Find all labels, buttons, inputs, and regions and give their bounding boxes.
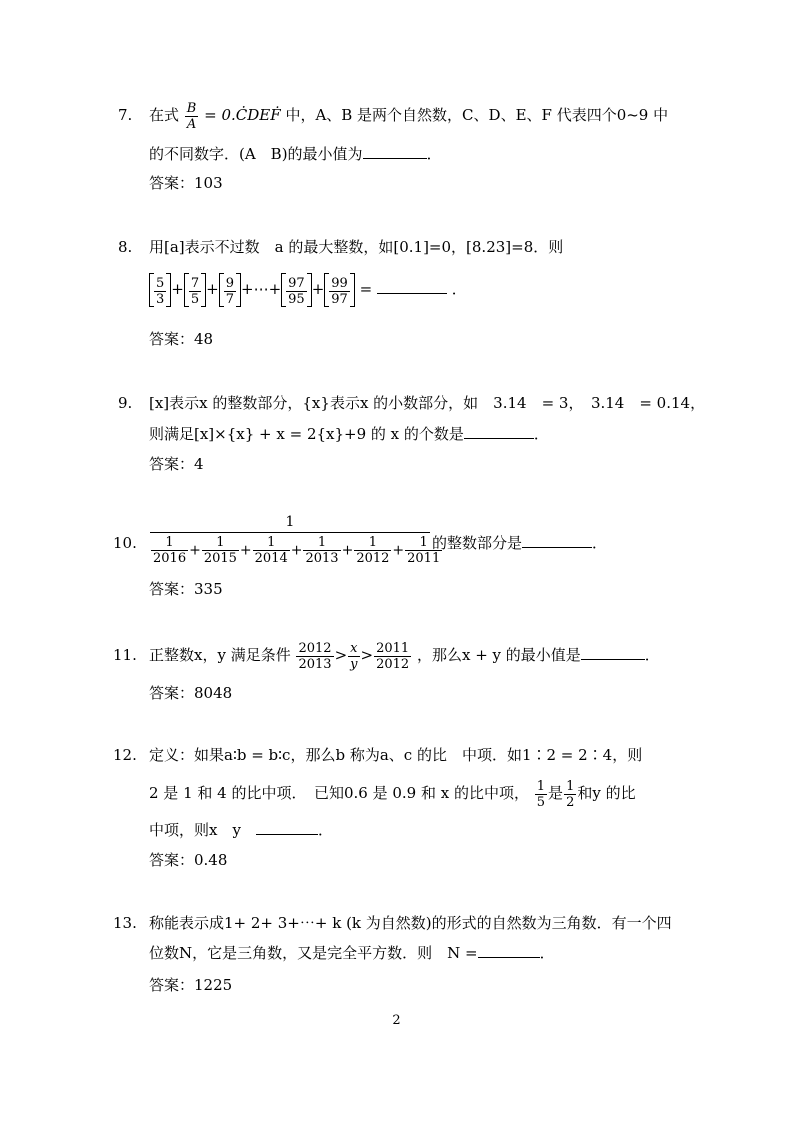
fraction-denominator: 2012 [356,551,390,566]
fraction-denominator: 3 [156,291,165,307]
problem-12-answer: 答案：0.48 [149,851,228,869]
problem-11-answer: 答案：8048 [149,684,233,702]
problem-7-text-a: 在式 [149,106,180,124]
problem-10-fraction [150,512,443,566]
fraction [286,276,307,307]
plus-sign: + [171,280,184,298]
greater-than-sign: > [360,646,374,664]
ellipsis-plus: +⋯+ [241,280,282,298]
period: ． [533,425,549,443]
answer-blank [478,943,540,958]
fraction-numerator: 5 [156,275,165,291]
unit-fraction [303,535,340,566]
problem-7-equation: = 0.ĊDEḞ [204,106,281,124]
plus-sign: + [392,542,405,559]
problem-13-line2-text: 位数N，它是三角数，又是完全平方数．则 N = [149,944,478,962]
problem-7-line2 [149,144,442,164]
problem-12-line1: 定义：如果a∶b = b∶c，那么b 称为a、c 的比 中项．如1∶2 = 2∶4，则 [149,746,643,764]
problem-7-line1 [149,97,668,133]
fraction [224,276,236,307]
fraction-numerator: 2012 [298,640,332,656]
problem-7-fraction [185,101,199,132]
problem-9-line1: [x]表示x 的整数部分，{x}表示x 的小数部分，如 3.14 = 3， 3.14 = 0.14， [149,394,706,412]
problem-10-number: 10. [113,534,137,552]
problem-8-line1: 用[a]表示不过数 a 的最大整数，如[0.1]=0，[8.23]=8．则 [149,238,564,256]
answer-blank [522,533,592,548]
fraction-numerator: 1 [150,512,430,533]
fraction [564,779,576,810]
answer-blank [256,820,318,835]
equals-sign: = [359,280,373,298]
fraction [348,641,359,672]
fraction-denominator: 2012 [376,656,410,672]
problem-13-answer: 答案：1225 [149,976,233,994]
problem-10-answer: 答案：335 [149,580,223,598]
problem-11-text-a: 正整数x，y 满足条件 [149,646,291,664]
problem-12-line3 [149,820,333,840]
plus-sign: + [341,542,354,559]
fraction [535,779,547,810]
fraction-denominator: 2015 [203,551,237,566]
fraction-denominator: 5 [536,794,546,810]
problem-9-answer: 答案：4 [149,455,204,473]
floor-term-3 [219,273,241,307]
problem-12-text-c: 和y 的比 [577,784,636,802]
floor-term-4 [281,273,312,307]
answer-blank [464,424,534,439]
problem-8-answer: 答案：48 [149,330,214,348]
fraction-numerator: x [348,641,359,657]
fraction-numerator: 1 [405,535,442,551]
problem-10-tail [432,533,607,553]
fraction [154,276,166,307]
fraction-numerator: 1 [536,778,546,794]
fraction-denominator: 2011 [407,551,441,566]
plus-sign: + [189,542,201,559]
fraction-numerator: 1 [303,535,340,551]
plus-sign: + [290,542,303,559]
problem-8-expression [149,272,467,307]
problem-13-number: 13. [113,914,137,932]
fraction-denominator: 2013 [305,551,339,566]
fraction-denominator: 7 [225,291,234,307]
problem-7-text-b: 中，A、B 是两个自然数，C、D、E、F 代表四个0~9 中 [285,106,669,124]
fraction-numerator: 1 [253,535,290,551]
fraction-denominator: y [350,656,358,672]
problem-12-line3-text: 中项，则x y [149,821,241,839]
fraction-denominator: A [186,116,197,132]
floor-term-5 [324,273,355,307]
problem-7-answer: 答案：103 [149,174,223,192]
page-number: 2 [392,1013,401,1028]
plus-sign: + [311,280,325,298]
unit-fraction [151,535,188,566]
answer-blank [363,144,427,159]
fraction-numerator: 9 [225,275,234,291]
fraction-numerator: 1 [202,535,239,551]
fraction-numerator: 1 [354,535,391,551]
problem-11-line1 [149,637,660,673]
problem-7-line2-text: 的不同数字．(A B)的最小值为 [149,145,363,163]
period: ． [592,534,608,552]
period: ． [644,646,660,664]
fraction-numerator: 1 [566,778,575,794]
fraction-numerator: 97 [288,275,305,291]
problem-8-number: 8. [118,238,133,256]
fraction-denominator: 95 [288,291,305,307]
problem-9-line2-text: 则满足[x]×{x} + x = 2{x}+9 的 x 的个数是 [149,425,464,443]
fraction-denominator: 2 [566,794,575,810]
fraction-denominator: 2016 [153,551,187,566]
floor-term-2 [184,273,206,307]
problem-9-number: 9. [118,394,133,412]
fraction-denominator-sum [150,535,443,566]
fraction-denominator: 5 [190,291,200,307]
unit-fraction [253,535,290,566]
problem-11-number: 11. [113,646,137,664]
fraction-numerator: B [186,100,197,116]
period: ． [426,145,442,163]
fraction [329,276,350,307]
fraction [374,641,411,672]
fraction [296,641,333,672]
unit-fraction [202,535,239,566]
unit-fraction [354,535,391,566]
fraction-numerator: 1 [151,535,188,551]
fraction-denominator: 2013 [298,656,332,672]
problem-12-text-b: 是 [548,784,564,802]
answer-blank [581,645,645,660]
fraction-denominator: 2014 [254,551,288,566]
fraction-denominator: 97 [331,291,348,307]
problem-12-text-a: 2 是 1 和 4 的比中项． 已知0.6 是 0.9 和 x 的比中项， [149,784,529,802]
fraction-numerator: 7 [190,275,200,291]
period: ． [317,821,333,839]
problem-9-line2 [149,424,549,444]
problem-11-text-b: ，那么x + y 的最小值是 [416,646,581,664]
greater-than-sign: > [334,646,348,664]
problem-10-tail-text: 的整数部分是 [432,534,523,552]
fraction-numerator: 2011 [376,640,410,656]
problem-13-line1: 称能表示成1+ 2+ 3+⋯+ k (k 为自然数)的形式的自然数为三角数．有一个四 [149,914,672,932]
problem-12-number: 12. [113,746,137,764]
answer-blank [377,279,447,294]
period: ． [451,280,467,298]
fraction [189,276,201,307]
fraction-numerator: 99 [331,275,348,291]
problem-12-line2 [149,775,636,811]
period: ． [539,944,555,962]
problem-7-number: 7. [118,106,133,124]
plus-sign: + [239,542,252,559]
plus-sign: + [206,280,219,298]
floor-term-1 [149,273,171,307]
problem-13-line2 [149,943,555,963]
